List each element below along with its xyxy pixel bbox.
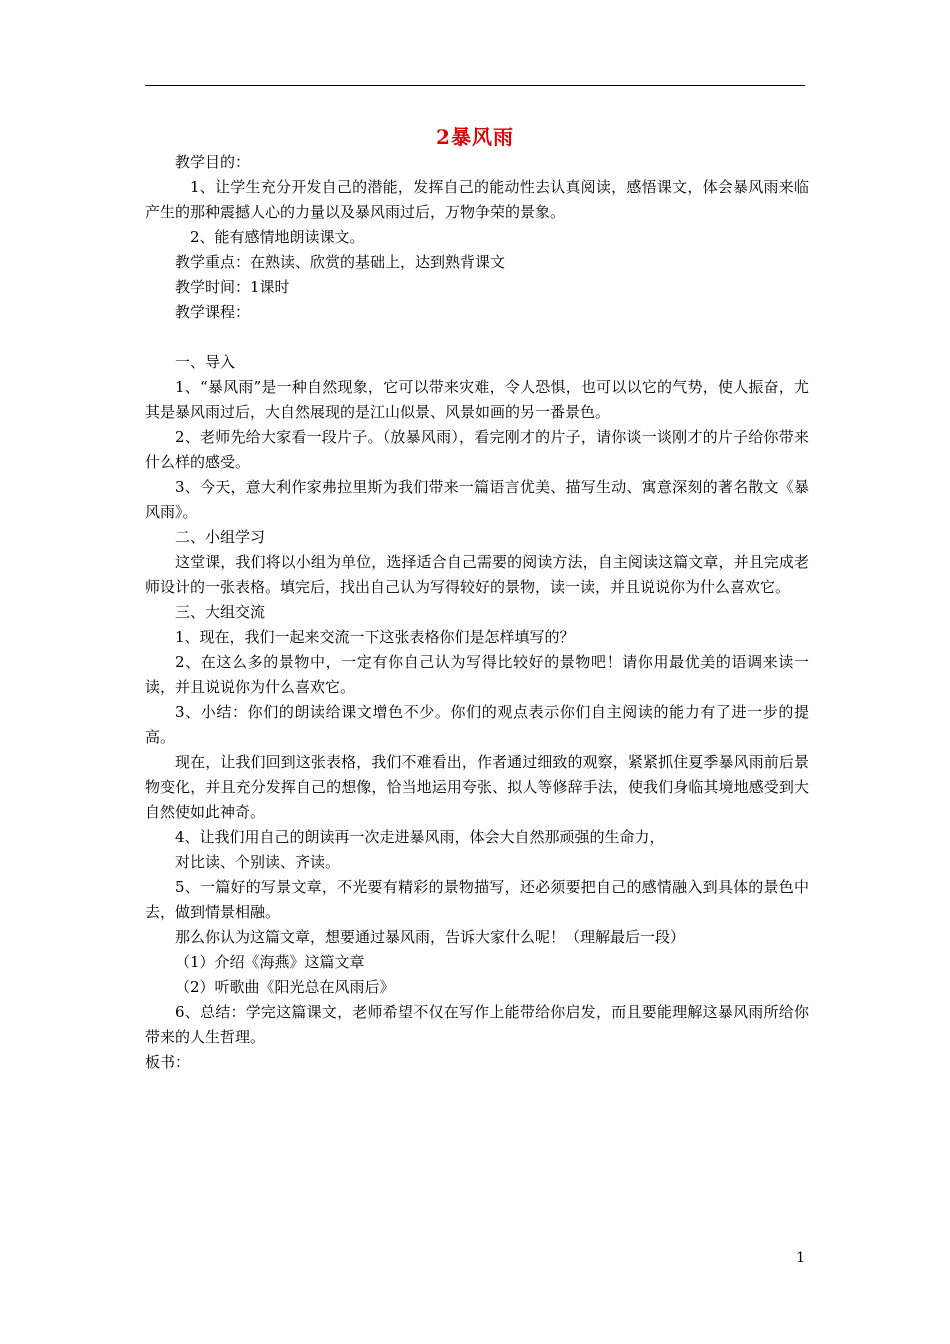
- section-3-paragraph-1: 1、现在，我们一起来交流一下这张表格你们是怎样填写的？: [175, 628, 575, 646]
- section-3-heading: 三、大组交流: [175, 603, 266, 621]
- board-heading: 板书：: [145, 1053, 191, 1071]
- teaching-process: 教学课程：: [175, 303, 251, 321]
- section-1-paragraph-2: 2、老师先给大家看一段片子。（放暴风雨），看完刚才的片子，请你谈一谈刚才的片子给你带来什么样的感受。: [145, 428, 809, 471]
- blank-line: [145, 325, 809, 350]
- section-3-paragraph-4: 现在，让我们回到这张表格，我们不难看出，作者通过细致的观察，紧紧抓住夏季暴风雨前后景物变化，并且充分发挥自己的想像，恰当地运用夸张、拟人等修辞手法，使我们身临其境地感受到大自然使如此神奇。: [145, 753, 809, 821]
- teaching-time: 教学时间：1课时: [175, 278, 290, 296]
- goal-item-2: 2、能有感情地朗读课文。: [190, 228, 365, 246]
- section-3-item-1: （1）介绍《海燕》这篇文章: [175, 953, 365, 971]
- page-number: 1: [796, 1250, 805, 1266]
- section-3-paragraph-9: 6、总结：学完这篇课文，老师希望不仅在写作上能带给你启发，而且要能理解这暴风雨所给你带来的人生哲理。: [145, 1003, 809, 1046]
- section-1-paragraph-3: 3、今天，意大利作家弗拉里斯为我们带来一篇语言优美、描写生动、寓意深刻的著名散文《暴风雨》。: [145, 478, 809, 521]
- section-2-paragraph-1: 这堂课，我们将以小组为单位，选择适合自己需要的阅读方法，自主阅读这篇文章，并且完成老师设计的一张表格。填完后，找出自己认为写得较好的景物，读一读，并且说说你为什么喜欢它。: [145, 553, 809, 596]
- goal-item-1: 1、让学生充分开发自己的潜能，发挥自己的能动性去认真阅读，感悟课文，体会暴风雨来临产生的那种震撼人心的力量以及暴风雨过后，万物争荣的景象。: [145, 178, 809, 221]
- key-point: 教学重点：在熟读、欣赏的基础上，达到熟背课文: [175, 253, 506, 271]
- section-3-paragraph-6: 对比读、个别读、齐读。: [175, 853, 341, 871]
- document-title: 2暴风雨: [436, 125, 514, 149]
- section-3-paragraph-8: 那么你认为这篇文章，想要通过暴风雨，告诉大家什么呢！（理解最后一段）: [175, 928, 686, 946]
- section-3-item-2: （2）听歌曲《阳光总在风雨后》: [175, 978, 395, 996]
- section-3-paragraph-7: 5、一篇好的写景文章，不光要有精彩的景物描写，还必须要把自己的感情融入到具体的景色中去，做到情景相融。: [145, 878, 809, 921]
- document-body: [145, 150, 809, 1075]
- section-3-paragraph-2: 2、在这么多的景物中，一定有你自己认为写得比较好的景物吧！请你用最优美的语调来读一读，并且说说你为什么喜欢它。: [145, 653, 809, 696]
- section-1-paragraph-1: 1、“暴风雨”是一种自然现象，它可以带来灾难，令人恐惧，也可以以它的气势，使人振奋，尤其是暴风雨过后，大自然展现的是江山似景、风景如画的另一番景色。: [145, 378, 809, 421]
- section-2-heading: 二、小组学习: [175, 528, 266, 546]
- section-3-paragraph-3: 3、小结：你们的朗读给课文增色不少。你们的观点表示你们自主阅读的能力有了进一步的提高。: [145, 703, 809, 746]
- section-3-paragraph-5: 4、让我们用自己的朗读再一次走进暴风雨，体会大自然那顽强的生命力，: [175, 828, 665, 846]
- goal-heading: 教学目的：: [175, 153, 251, 171]
- section-1-heading: 一、导入: [175, 353, 236, 371]
- header-rule: [145, 85, 805, 86]
